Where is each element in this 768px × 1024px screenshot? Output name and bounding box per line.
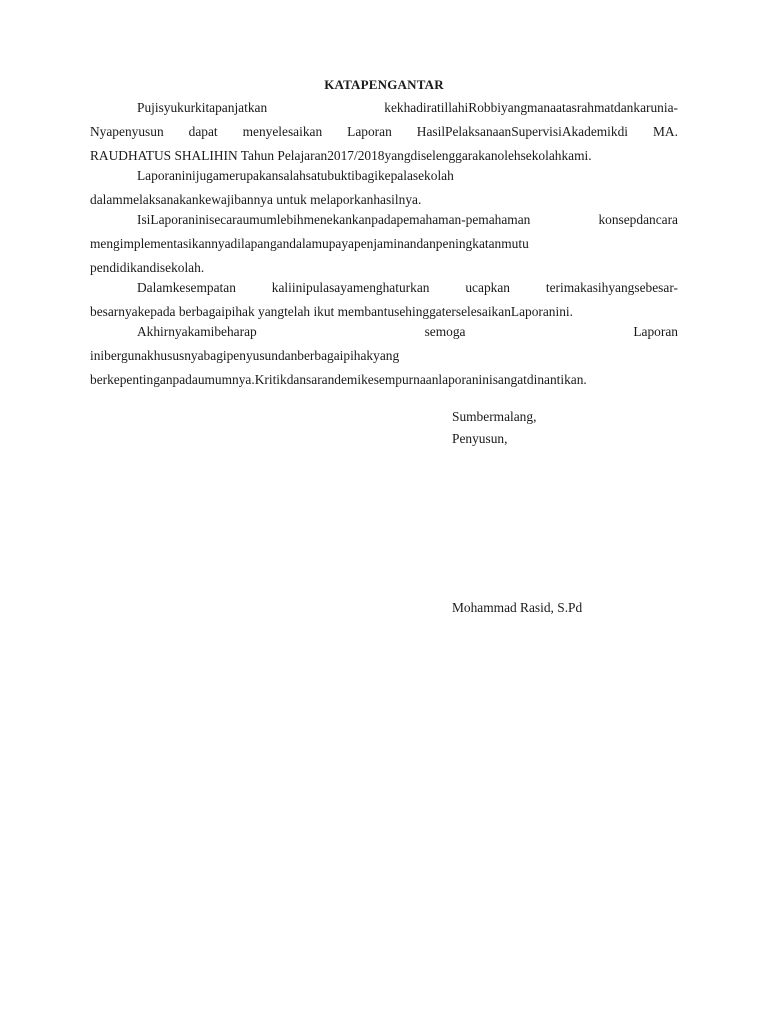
- paragraph-line: Dalamkesempatan kaliinipulasayamenghaturkan ucapkan terimakasihyangsebesar-: [137, 280, 678, 295]
- document-title: KATAPENGANTAR: [324, 77, 444, 92]
- closing-role: Penyusun,: [452, 431, 508, 446]
- paragraph-line: besarnyakepada berbagaipihak yangtelah ikut membantusehinggaterselesaikanLaporanini.: [90, 304, 573, 319]
- paragraph-line: pendidikandisekolah.: [90, 260, 205, 275]
- paragraph-line: Pujisyukurkitapanjatkan kekhadiratillahiRobbiyangmanaatasrahmatdankarunia-: [137, 100, 678, 115]
- paragraph-line: Akhirnyakamibeharap semoga Laporan: [137, 324, 678, 339]
- paragraph-3: [90, 208, 678, 280]
- paragraph-2: [90, 164, 678, 212]
- paragraph-1: [90, 96, 678, 168]
- paragraph-line: IsiLaporaninisecaraumumlebihmenekankanpadapemahaman-pemahaman konsepdancara: [137, 212, 678, 227]
- paragraph-line: mengimplementasikannyadilapangandalamupayapenjaminandanpeningkatanmutu: [90, 236, 529, 251]
- paragraph-4: [90, 276, 678, 324]
- paragraph-line: RAUDHATUS SHALIHIN Tahun Pelajaran2017/2018yangdiselenggarakanolehsekolahkami.: [90, 148, 592, 163]
- paragraph-line: berkepentinganpadaumumnya.Kritikdansarandemikesempurnaanlaporaninisangatdinantikan.: [90, 372, 587, 387]
- paragraph-5: [90, 320, 678, 392]
- closing-city: Sumbermalang,: [452, 409, 537, 424]
- paragraph-line: Laporaninijugamerupakansalahsatubuktibagikepalasekolah: [137, 168, 454, 183]
- signer-name: Mohammad Rasid, S.Pd: [452, 600, 583, 615]
- paragraph-line: inibergunakhususnyabagipenyusundanberbagaipihakyang: [90, 348, 400, 363]
- paragraph-line: Nyapenyusun dapat menyelesaikan Laporan HasilPelaksanaanSupervisiAkademikdi MA.: [90, 124, 678, 139]
- paragraph-line: dalammelaksanakankewajibannya untuk melaporkanhasilnya.: [90, 192, 422, 207]
